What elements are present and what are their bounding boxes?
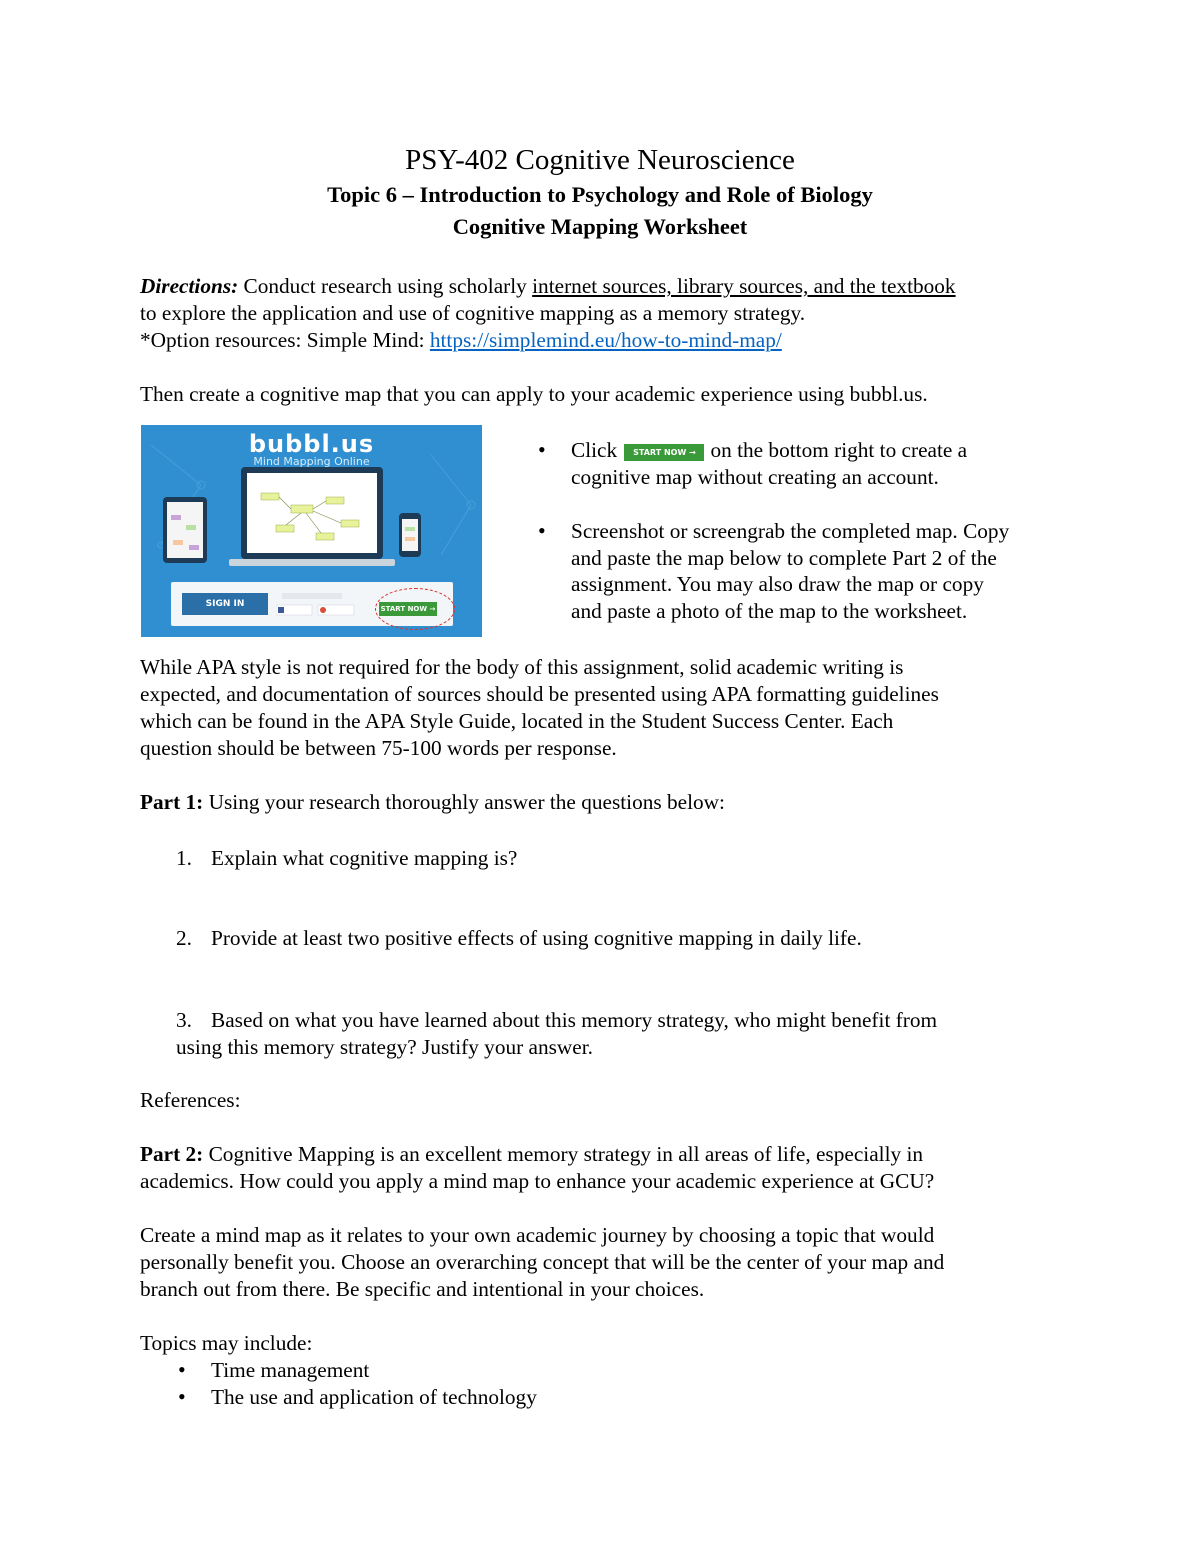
- references-label: References:: [140, 1088, 241, 1112]
- social-login-icons: [276, 591, 376, 621]
- worksheet-title: Cognitive Mapping Worksheet: [452, 214, 748, 239]
- question-text: Explain what cognitive mapping is?: [211, 846, 518, 870]
- create-line-1: Create a mind map as it relates to your own academic journey by choosing a topic that would: [140, 1223, 935, 1247]
- question-text-continued: using this memory strategy? Justify your answer.: [176, 1035, 594, 1059]
- question-number: 1.: [176, 846, 192, 870]
- instruction-click: • Click START NOW → on the bottom right to create a cognitive map without creating an account.: [571, 437, 1071, 490]
- part2-line-1: Part 2: Cognitive Mapping is an excellent memory strategy in all areas of life, especially in: [140, 1142, 924, 1166]
- topics-list: [211, 1357, 1011, 1410]
- course-title: PSY-402 Cognitive Neuroscience: [405, 144, 795, 176]
- sign-in-button: SIGN IN: [182, 593, 268, 615]
- directions-sources: internet sources, library sources, and the textbook: [532, 274, 956, 298]
- topic-item: • The use and application of technology: [211, 1384, 1011, 1411]
- apa-line-4: question should be between 75-100 words per response.: [140, 736, 617, 760]
- apa-line-2: expected, and documentation of sources should be presented using APA formatting guidelines: [140, 682, 939, 706]
- directions-text: Conduct research using scholarly: [238, 274, 533, 298]
- apa-line-3: which can be found in the APA Style Guide, located in the Student Success Center. Each: [140, 709, 894, 733]
- part2-label: Part 2:: [140, 1142, 204, 1166]
- create-line-2: personally benefit you. Choose an overarching concept that will be the center of your map and: [140, 1250, 945, 1274]
- part1-intro: Part 1: Using your research thoroughly answer the questions below:: [140, 790, 725, 814]
- question-number: 3.: [176, 1008, 192, 1032]
- topic-title: Topic 6 – Introduction to Psychology and Role of Biology: [327, 182, 873, 207]
- bubbl-tagline: Mind Mapping Online: [253, 455, 370, 468]
- bubbl-us-screenshot: [141, 425, 482, 637]
- question-text: Provide at least two positive effects of using cognitive mapping in daily life.: [211, 926, 862, 950]
- simplemind-link[interactable]: https://simplemind.eu/how-to-mind-map/: [429, 328, 782, 352]
- apa-line-1: While APA style is not required for the body of this assignment, solid academic writing is: [140, 655, 904, 679]
- create-line-3: branch out from there. Be specific and intentional in your choices.: [140, 1277, 705, 1301]
- question-number: 2.: [176, 926, 192, 950]
- topic-item: • Time management: [211, 1357, 1011, 1384]
- directions-line-1: [140, 273, 1060, 300]
- topics-label: Topics may include:: [140, 1331, 313, 1355]
- directions-label: Directions:: [140, 274, 239, 298]
- part2-line-2: academics. How could you apply a mind map to enhance your academic experience at GCU?: [140, 1169, 935, 1193]
- option-resources: [140, 327, 1060, 354]
- resources-label: *Option resources: Simple Mind:: [140, 328, 430, 352]
- question-text: Based on what you have learned about this memory strategy, who might benefit from: [211, 1008, 938, 1032]
- bubbl-logo: bubbl.us: [248, 430, 375, 458]
- instruction-screenshot: • Screenshot or screengrab the completed map. Copy and paste the map below to complete Part 2 of the assignment. You may also draw the map or copy and paste a photo of the map to the worksheet.: [571, 518, 1071, 624]
- start-now-button: START NOW →: [624, 444, 704, 461]
- part1-label: Part 1:: [140, 790, 204, 814]
- create-map-text: Then create a cognitive map that you can apply to your academic experience using bubbl.us.: [140, 382, 928, 406]
- instruction-list: [571, 437, 1071, 625]
- promo-start-now-button: START NOW →: [379, 602, 437, 616]
- directions-line-2: to explore the application and use of cognitive mapping as a memory strategy.: [140, 301, 806, 325]
